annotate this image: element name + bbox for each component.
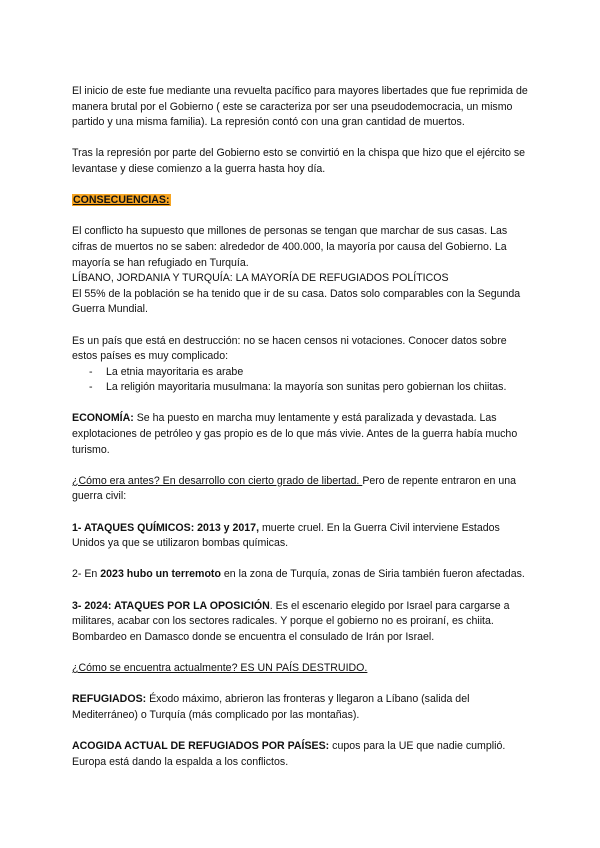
list-item-text: La religión mayoritaria musulmana: la mayoría son sunitas pero gobiernan los chiitas. xyxy=(106,381,507,394)
spacer xyxy=(72,458,532,474)
before-text: Pero de repente entraron en una guerra civil: xyxy=(72,474,517,503)
chemical-attacks-paragraph xyxy=(72,521,532,552)
consequences-heading-line xyxy=(72,193,532,209)
spacer xyxy=(72,209,532,225)
spacer xyxy=(72,677,532,693)
economy-paragraph xyxy=(72,411,532,458)
list-item xyxy=(72,380,532,396)
earthquake-prefix: 2- En xyxy=(72,568,101,581)
current-status-question: ¿Cómo se encuentra actualmente? ES UN PAÍS DESTRUIDO. xyxy=(72,661,368,674)
refugees-paragraph xyxy=(72,692,532,723)
earthquake-text: en la zona de Turquía, zonas de Siria también fueron afectadas. xyxy=(220,568,525,581)
dash-bullet: - xyxy=(89,381,93,394)
earthquake-label: 2023 hubo un terremoto xyxy=(100,568,221,581)
intro-paragraph: El inicio de este fue mediante una revuelta pacífico para mayores libertades que fue reprimida de manera brutal por el Gobierno ( este se caracteriza por ser una pseudodemocracia, un mismo partido y una misma familia). La represión contó con una gran cantidad de muertos. xyxy=(72,85,528,129)
earthquake-paragraph xyxy=(72,567,532,583)
destruction-paragraph: Es un país que está en destrucción: no se hacen censos ni votaciones. Conocer datos sobre estos países es muy complicado: xyxy=(72,334,507,363)
refugee-countries-line: LÍBANO, JORDANIA Y TURQUÍA: LA MAYORÍA DE REFUGIADOS POLÍTICOS xyxy=(72,272,449,285)
economy-label: ECONOMÍA: xyxy=(72,412,134,425)
consequences-heading: CONSECUENCIAS: xyxy=(73,194,170,207)
dash-bullet: - xyxy=(89,365,93,378)
before-question: ¿Cómo era antes? En desarrollo con cierto grado de libertad. xyxy=(72,474,363,487)
opposition-attacks-label: 3- 2024: ATAQUES POR LA OPOSICIÓN xyxy=(72,599,270,612)
population-paragraph: El 55% de la población se ha tenido que ir de su casa. Datos solo comparables con la Segunda Guerra Mundial. xyxy=(72,287,521,316)
economy-text: Se ha puesto en marcha muy lentamente y está paralizada y devastada. Las explotaciones de petróleo y gas propio es de lo que más vivie. Antes de la guerra había mucho turismo. xyxy=(72,412,518,456)
before-paragraph xyxy=(72,474,532,505)
document-page xyxy=(72,84,532,770)
reception-label: ACOGIDA ACTUAL DE REFUGIADOS POR PAÍSES: xyxy=(72,739,330,752)
displacement-paragraph: El conflicto ha supuesto que millones de personas se tengan que marchar de sus casas. Las cifras de muertos no se saben: alrededor de 400.000, la mayoría por causa del Gobierno. La mayoría se han refugiado en Turquía. xyxy=(72,225,508,269)
current-status-line xyxy=(72,661,532,677)
reception-paragraph xyxy=(72,739,532,770)
chemical-attacks-label: 1- ATAQUES QUÍMICOS: 2013 y 2017, xyxy=(72,521,260,534)
spacer xyxy=(72,396,532,412)
refugees-text: Éxodo máximo, abrieron las fronteras y llegaron a Líbano (salida del Mediterráneo) o Turquía (más complicado por las montañas). xyxy=(72,693,470,721)
opposition-attacks-text: . Es el escenario elegido por Israel para cargarse a militares, acabar con los sectores radicales. Y porque el gobierno no es proiraní, es chiita. Bombardeo en Damasco donde se encuentra el consulado de Irán por Israel. xyxy=(72,599,510,643)
list-item-text: La etnia mayoritaria es arabe xyxy=(106,365,244,378)
repression-paragraph: Tras la represión por parte del Gobierno esto se convirtió en la chispa que hizo que el ejército se levantase y diese comienzo a la guerra hasta hoy día. xyxy=(72,147,526,175)
reception-text: cupos para la UE que nadie cumplió. Europa está dando la espalda a los conflictos. xyxy=(72,739,506,768)
refugees-label: REFUGIADOS: xyxy=(72,693,147,706)
facts-list xyxy=(72,365,532,396)
spacer xyxy=(72,552,532,568)
spacer xyxy=(72,645,532,661)
spacer xyxy=(72,131,532,147)
spacer xyxy=(72,583,532,599)
spacer xyxy=(72,505,532,521)
spacer xyxy=(72,178,532,194)
spacer xyxy=(72,723,532,739)
opposition-attacks-paragraph xyxy=(72,599,532,646)
spacer xyxy=(72,318,532,334)
chemical-attacks-text: muerte cruel. En la Guerra Civil interviene Estados Unidos ya que se utilizaron bombas químicas. xyxy=(72,521,500,550)
list-item xyxy=(72,365,532,381)
